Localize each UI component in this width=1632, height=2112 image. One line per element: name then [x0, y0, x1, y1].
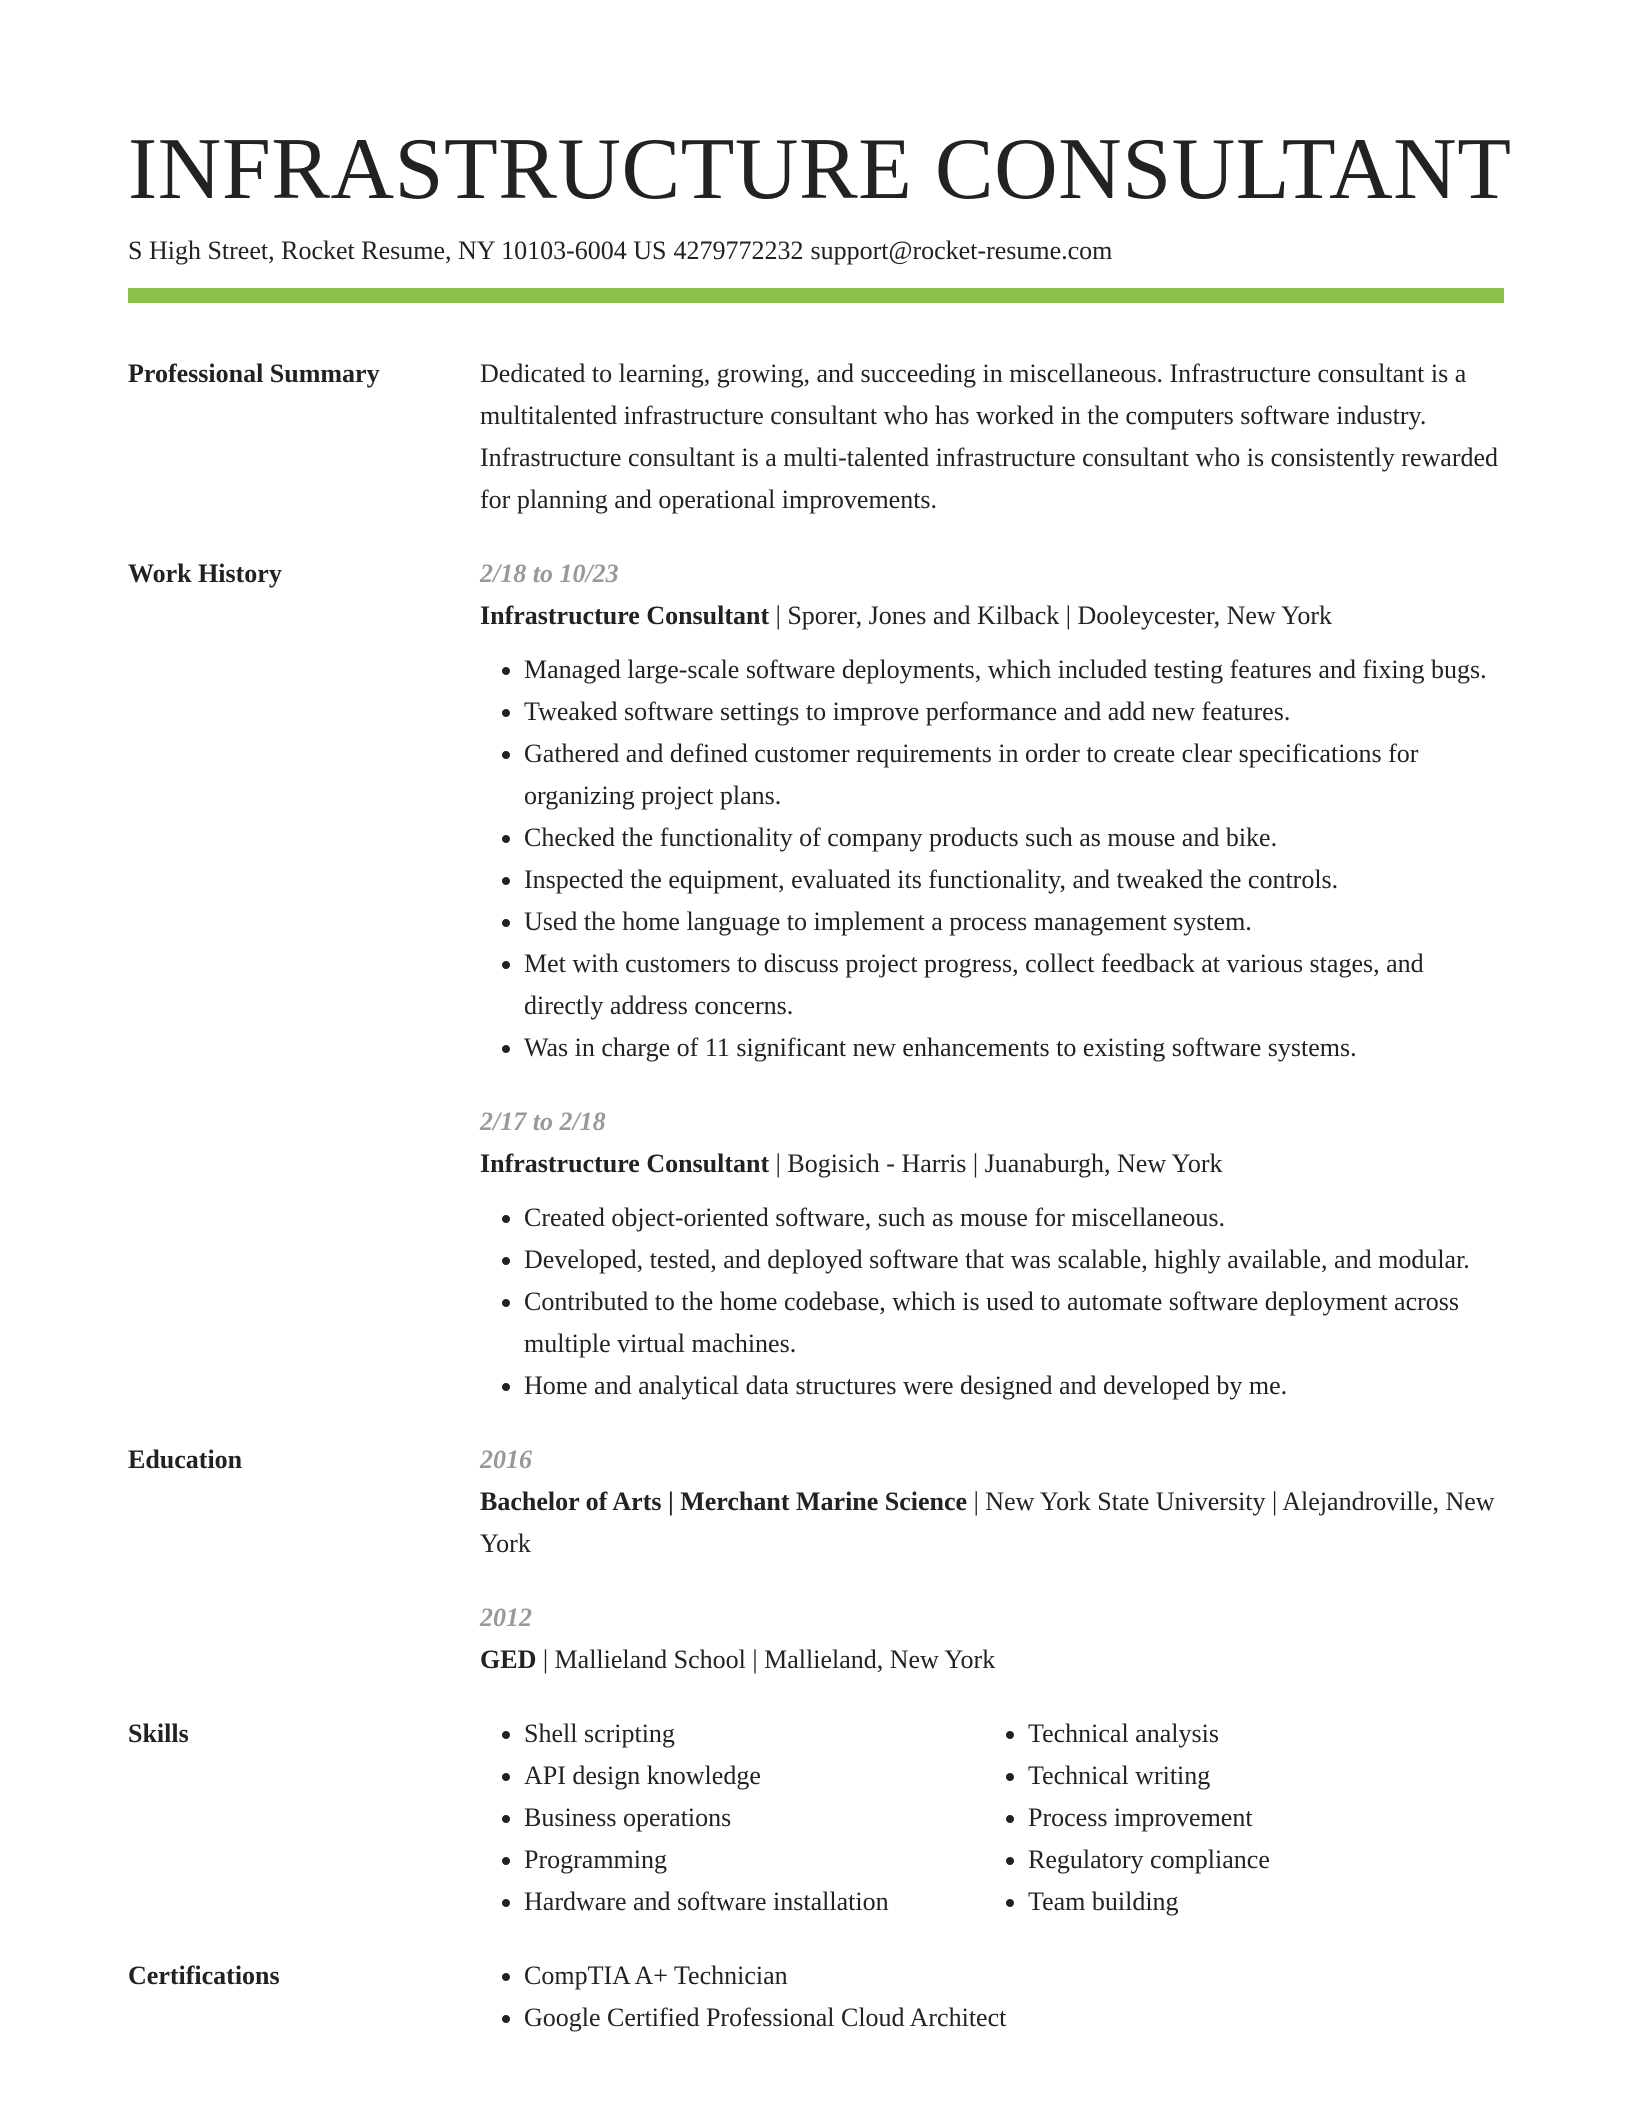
list-item: • Technical writing: [1028, 1755, 1488, 1797]
summary-text: Dedicated to learning, growing, and succeeding in miscellaneous. Infrastructure consultant is a multitalented infrastructure consultant who has worked in the computers software industry. Infrastructure consultant is a multi-talented infrastructure consultant who is consistently rewarded for planning and operational improvements.: [480, 359, 1499, 514]
list-item: • CompTIA A+ Technician: [524, 1955, 1504, 1997]
contact-line: [128, 234, 1504, 268]
education-degree: GED: [480, 1645, 537, 1674]
list-item: • Shell scripting: [524, 1713, 984, 1755]
certifications-list: [480, 1955, 1504, 2039]
list-item: • Contributed to the home codebase, which is used to automate software deployment across multiple virtual machines.: [524, 1281, 1504, 1365]
education-line: [480, 1639, 1504, 1681]
education-details: | New York State University | Alejandroville, New York: [480, 1487, 1495, 1558]
list-item: • API design knowledge: [524, 1755, 984, 1797]
header-divider: [128, 288, 1504, 303]
list-item: • Programming: [524, 1839, 984, 1881]
skills-list-left: [480, 1713, 984, 1923]
job-dates: 2/17 to 2/18: [480, 1107, 606, 1136]
list-item: • Team building: [1028, 1881, 1488, 1923]
list-item: • Managed large-scale software deployments, which included testing features and fixing bugs.: [524, 649, 1504, 691]
skills-list-right: [984, 1713, 1488, 1923]
list-item: • Gathered and defined customer requirements in order to create clear specifications for organizing project plans.: [524, 733, 1504, 817]
work-history-section: [128, 553, 1504, 1407]
job-role-line: [480, 595, 1504, 637]
list-item: • Tweaked software settings to improve performance and add new features.: [524, 691, 1504, 733]
education-details: | Mallieland School | Mallieland, New York: [536, 1645, 996, 1674]
list-item: • Home and analytical data structures were designed and developed by me.: [524, 1365, 1504, 1407]
certifications-body: [480, 1955, 1504, 2039]
list-item: • Met with customers to discuss project progress, collect feedback at various stages, and directly address concerns.: [524, 943, 1504, 1027]
list-item: • Checked the functionality of company products such as mouse and bike.: [524, 817, 1504, 859]
list-item: • Used the home language to implement a process management system.: [524, 901, 1504, 943]
section-title: Professional Summary: [128, 359, 380, 388]
contact-phone: 4279772232: [673, 236, 804, 265]
contact-email: support@rocket-resume.com: [810, 236, 1113, 265]
education-line: [480, 1481, 1504, 1565]
education-degree: Bachelor of Arts | Merchant Marine Science: [480, 1487, 968, 1516]
section-title: Certifications: [128, 1961, 280, 1990]
job-entry: [480, 1101, 1504, 1407]
education-year: 2012: [480, 1603, 532, 1632]
list-item: • Hardware and software installation: [524, 1881, 984, 1923]
resume-page: [128, 118, 1512, 2039]
job-details: | Bogisich - Harris | Juanaburgh, New York: [769, 1149, 1223, 1178]
education-entry: [480, 1439, 1504, 1565]
education-year: 2016: [480, 1445, 532, 1474]
job-title: Infrastructure Consultant: [480, 601, 770, 630]
job-dates: 2/18 to 10/23: [480, 559, 619, 588]
job-bullets: [480, 1197, 1504, 1407]
job-title: Infrastructure Consultant: [480, 1149, 770, 1178]
education-section: [128, 1439, 1504, 1681]
section-title: Education: [128, 1445, 243, 1474]
education-entry: [480, 1597, 1504, 1681]
job-bullets: [480, 649, 1504, 1069]
list-item: • Inspected the equipment, evaluated its functionality, and tweaked the controls.: [524, 859, 1504, 901]
list-item: • Google Certified Professional Cloud Architect: [524, 1997, 1504, 2039]
education-body: [480, 1439, 1504, 1681]
skills-body: [480, 1713, 1504, 1923]
list-item: • Developed, tested, and deployed software that was scalable, highly available, and modular.: [524, 1239, 1504, 1281]
job-details: | Sporer, Jones and Kilback | Dooleycester, New York: [769, 601, 1333, 630]
job-entry: [480, 553, 1504, 1069]
list-item: • Created object-oriented software, such as mouse for miscellaneous.: [524, 1197, 1504, 1239]
contact-address: S High Street, Rocket Resume, NY 10103-6004 US: [128, 236, 667, 265]
list-item: • Business operations: [524, 1797, 984, 1839]
list-item: • Technical analysis: [1028, 1713, 1488, 1755]
professional-summary-section: [128, 353, 1504, 521]
list-item: • Process improvement: [1028, 1797, 1488, 1839]
resume-name: INFRASTRUCTURE CONSULTANT: [128, 121, 1512, 218]
work-history-body: [480, 553, 1504, 1407]
job-role-line: [480, 1143, 1504, 1185]
list-item: • Was in charge of 11 significant new enhancements to existing software systems.: [524, 1027, 1504, 1069]
section-title: Skills: [128, 1719, 189, 1748]
skills-section: [128, 1713, 1504, 1923]
section-title: Work History: [128, 559, 282, 588]
list-item: • Regulatory compliance: [1028, 1839, 1488, 1881]
certifications-section: [128, 1955, 1504, 2039]
